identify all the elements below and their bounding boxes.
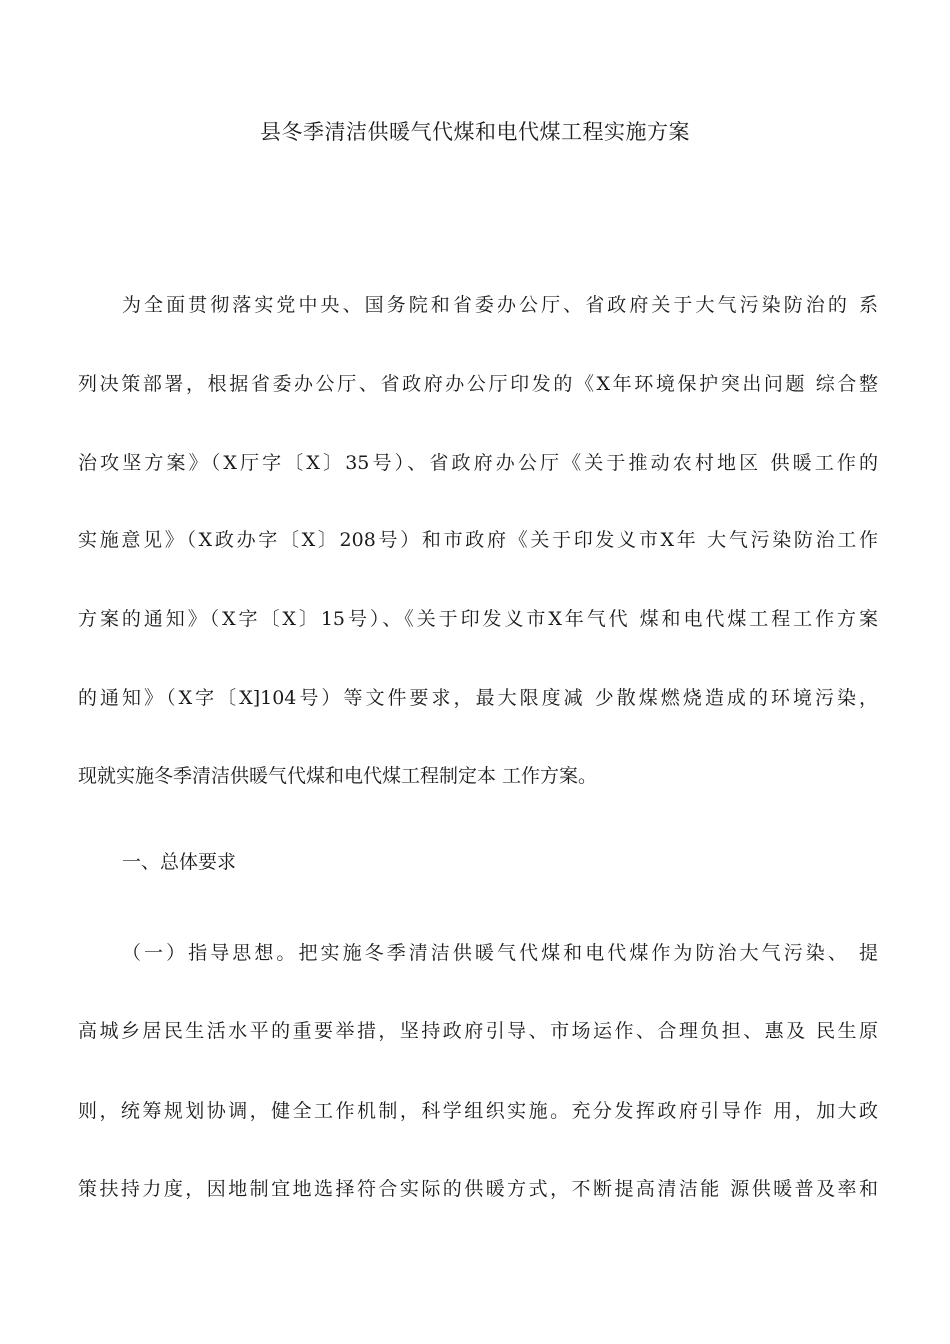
paragraph-2-line-4: 策扶持力度，因地制宜地选择符合实际的供暖方式，不断提高清洁能 源供暖普及率和 — [78, 1178, 878, 1200]
paragraph-2-line-2: 高城乡居民生活水平的重要举措，坚持政府引导、市场运作、合理负担、惠及 民生原 — [78, 1020, 878, 1042]
paragraph-1-line-7: 现就实施冬季清洁供暖气代煤和电代煤工程制定本 工作方案。 — [78, 765, 598, 787]
paragraph-1-line-4: 实施意见》（X政办字〔X〕208号）和市政府《关于印发义市X年 大气污染防治工作 — [78, 529, 878, 551]
document-title: 县冬季清洁供暖气代煤和电代煤工程实施方案 — [260, 120, 690, 144]
paragraph-1-line-2: 列决策部署，根据省委办公厅、省政府办公厅印发的《X年环境保护突出问题 综合整 — [78, 373, 878, 395]
paragraph-2-line-1: （一）指导思想。把实施冬季清洁供暖气代煤和电代煤作为防治大气污染、 提 — [122, 942, 878, 964]
section-heading-1: 一、总体要求 — [122, 851, 237, 873]
paragraph-1-line-1: 为全面贯彻落实党中央、国务院和省委办公厅、省政府关于大气污染防治的 系 — [122, 294, 878, 316]
paragraph-1-line-6: 的通知》（X字〔X]104号）等文件要求，最大限度减 少散煤燃烧造成的环境污染， — [78, 687, 878, 709]
paragraph-1-line-5: 方案的通知》（X字〔X〕15号）、《关于印发义市X年气代 煤和电代煤工程工作方案 — [78, 608, 878, 630]
paragraph-2-line-3: 则，统筹规划协调，健全工作机制，科学组织实施。充分发挥政府引导作 用，加大政 — [78, 1100, 878, 1122]
paragraph-1-line-3: 治攻坚方案》（X厅字〔X〕35号）、省政府办公厅《关于推动农村地区 供暖工作的 — [78, 452, 878, 474]
